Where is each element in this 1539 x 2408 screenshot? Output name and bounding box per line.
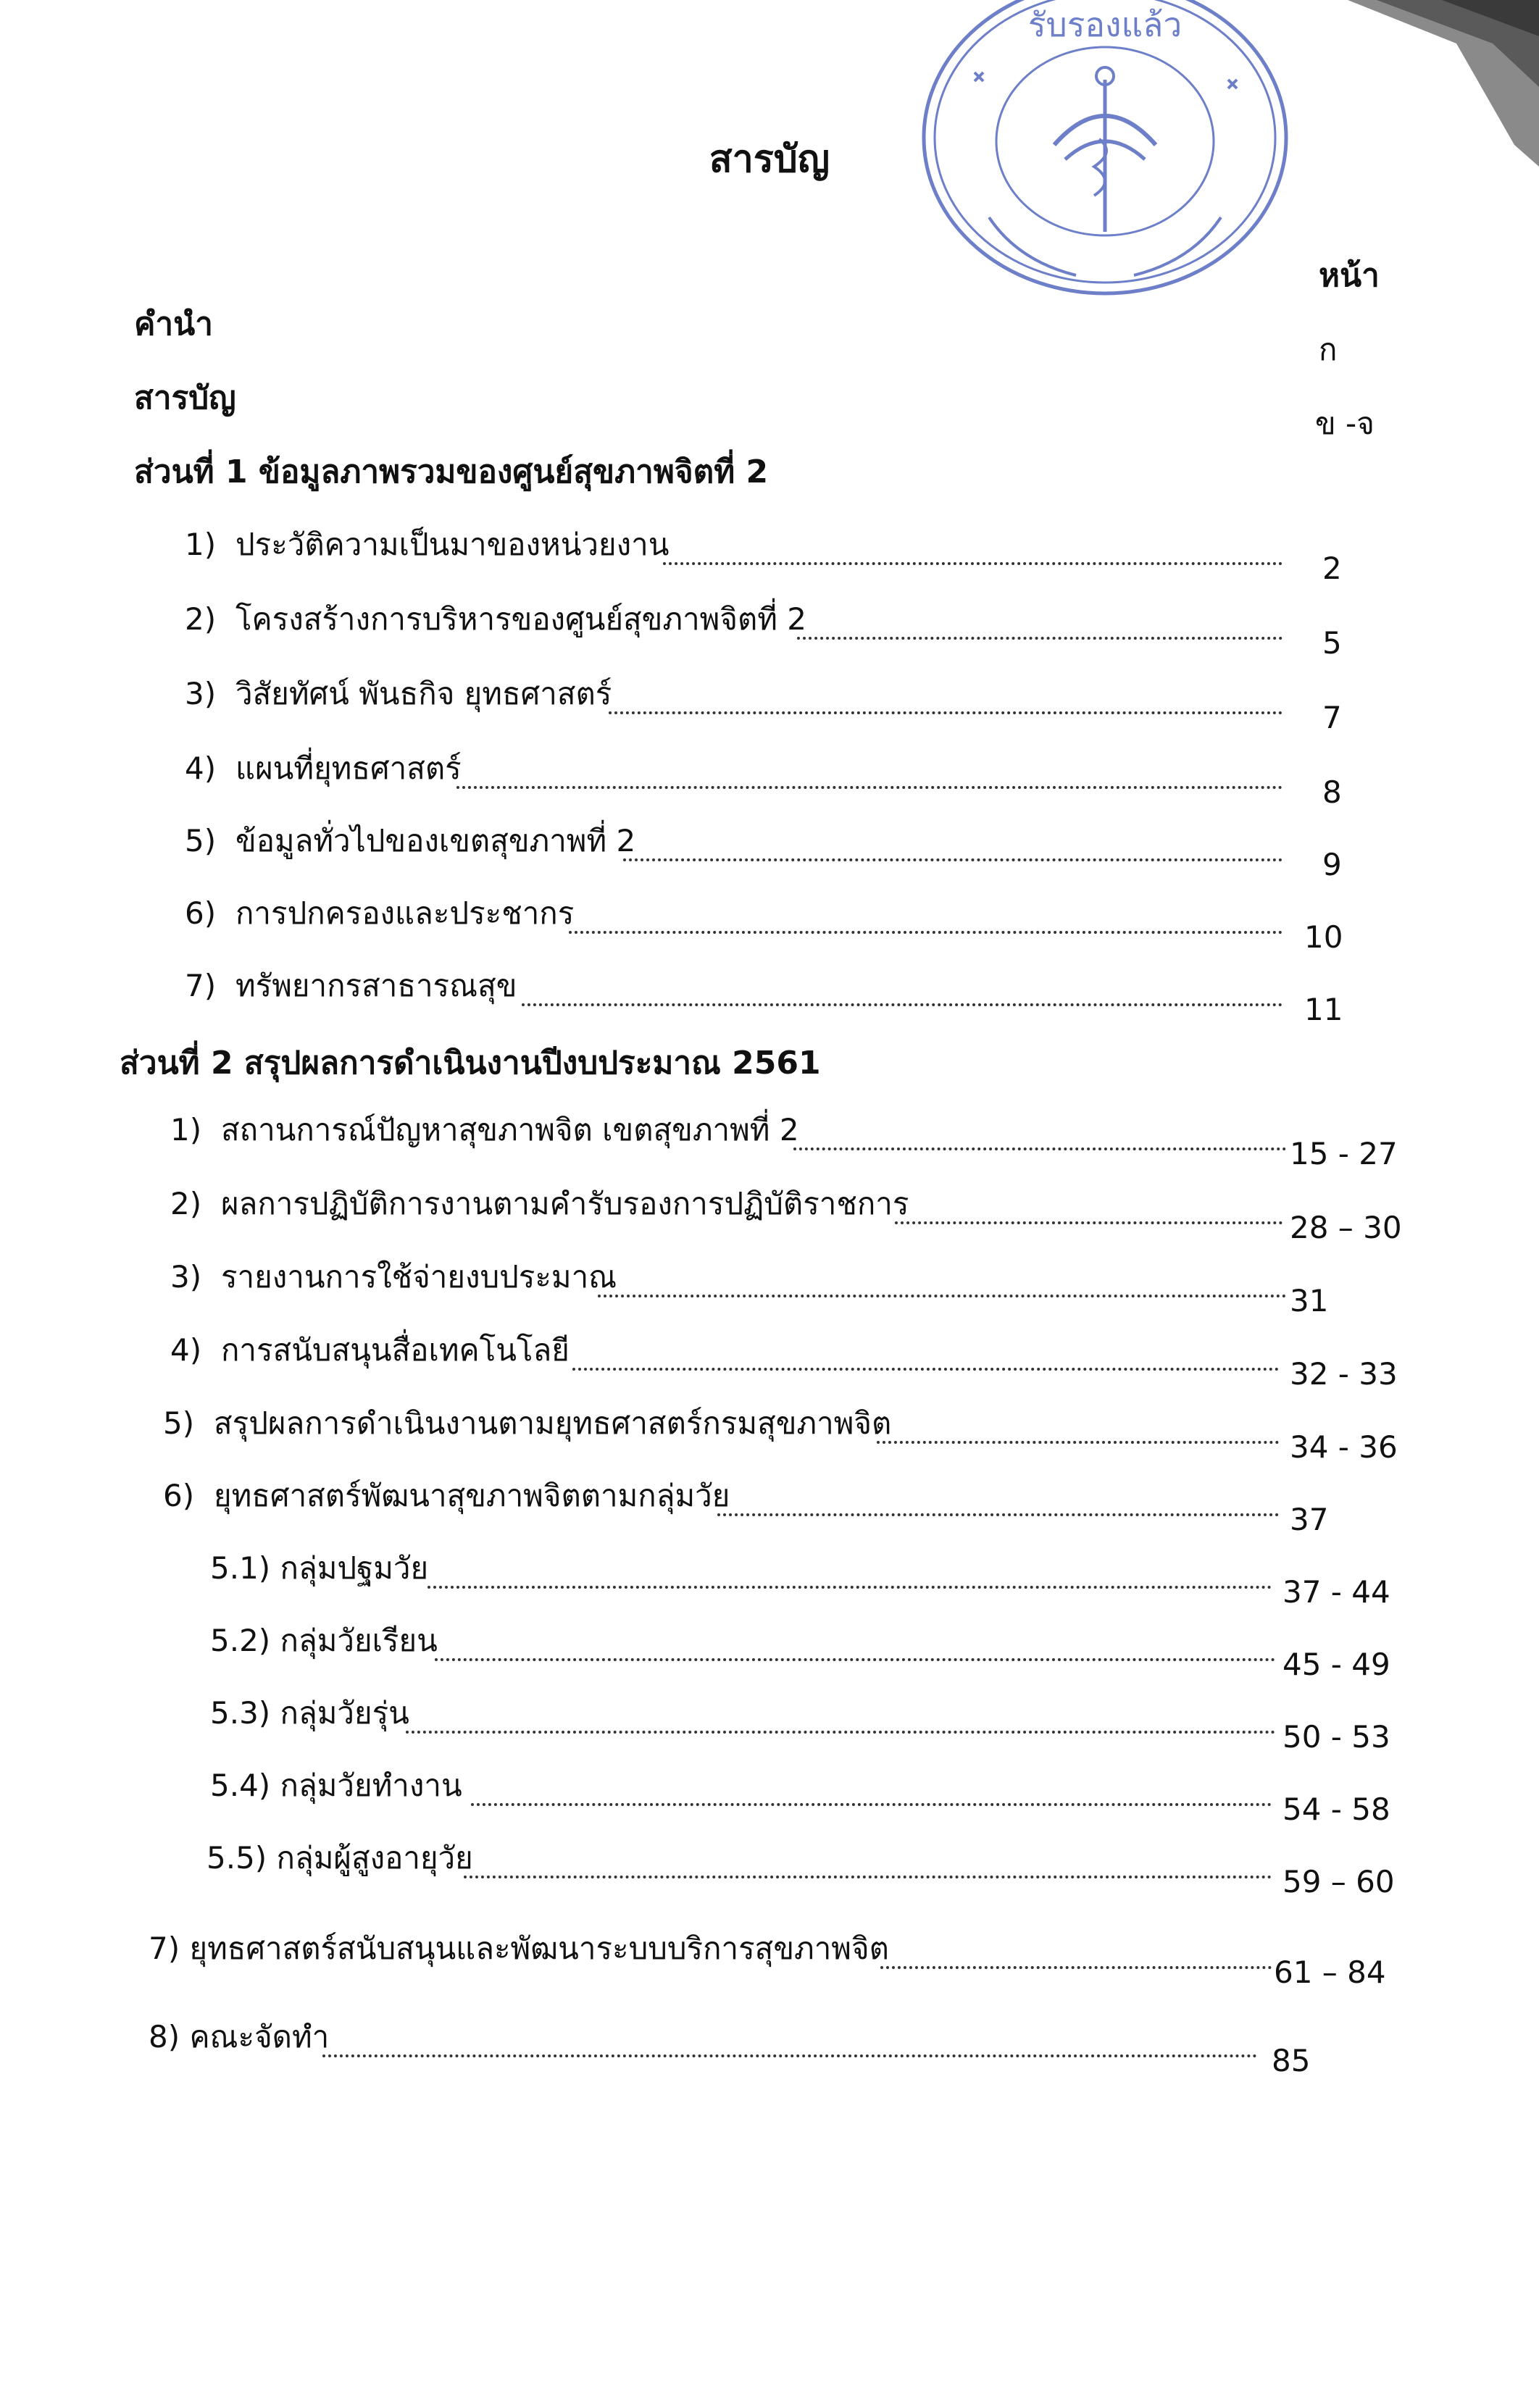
toc-foreword-page: ก (1319, 332, 1338, 367)
age-group-early-childhood-page: 37 - 44 (1282, 1574, 1390, 1610)
toc-contents: สารบัญ (134, 380, 236, 417)
part2-item-3-label: รายงานการใช้จ่ายงบประมาณ (221, 1259, 617, 1295)
dot-leader (880, 1965, 1272, 1969)
age-group-early-childhood: 5.1) กลุ่มปฐมวัย (210, 1550, 429, 1586)
age-group-elderly: 5.5) กลุ่มผู้สูงอายุวัย (207, 1840, 473, 1876)
dot-leader (471, 1802, 1272, 1806)
age-group-working-age: 5.4) กลุ่มวัยทำงาน (210, 1768, 462, 1803)
part2-item-2-page: 28 – 30 (1290, 1210, 1402, 1245)
dot-leader (522, 1002, 1282, 1006)
part1-item-4-label: แผนที่ยุทธศาสตร์ (235, 751, 462, 786)
dot-leader (569, 929, 1282, 934)
part2-item-3-page: 31 (1290, 1283, 1329, 1318)
part2-item-5-label: สรุปผลการดำเนินงานตามยุทธศาสตร์กรมสุขภาพจิต (214, 1405, 892, 1441)
part1-item-5-num: 5) (185, 823, 217, 858)
part2-item-6-page: 37 (1290, 1502, 1329, 1537)
dot-leader (322, 2053, 1257, 2057)
age-group-school-age-page: 45 - 49 (1282, 1647, 1390, 1682)
dot-leader (572, 1366, 1279, 1371)
part1-item-7-page: 11 (1304, 992, 1343, 1027)
part1-item-5-page: 9 (1322, 847, 1342, 882)
part1-item-2-page: 5 (1322, 625, 1342, 661)
part2-item-8-page: 85 (1272, 2043, 1311, 2078)
part2-item-3-num: 3) (170, 1259, 202, 1295)
part1-item-7-label: ทรัพยากรสาธารณสุข (235, 968, 517, 1003)
dot-leader (598, 1293, 1286, 1297)
part1-item-3-num: 3) (185, 676, 217, 711)
age-group-teenager: 5.3) กลุ่มวัยรุ่น (210, 1695, 409, 1731)
age-group-working-age-page: 54 - 58 (1282, 1792, 1390, 1827)
part1-item-6-num: 6) (185, 895, 217, 931)
dot-leader (435, 1657, 1275, 1661)
dot-leader (663, 561, 1282, 565)
part1-item-3-page: 7 (1322, 700, 1342, 735)
part1-item-5-label: ข้อมูลทั่วไปของเขตสุขภาพที่ 2 (235, 823, 636, 858)
part1-item-4-num: 4) (185, 751, 217, 786)
part2-item-1-num: 1) (170, 1112, 202, 1147)
dot-leader (464, 1874, 1272, 1878)
part2-item-2-label: ผลการปฏิบัติการงานตามคำรับรองการปฏิบัติราชการ (221, 1186, 909, 1221)
part1-item-1-num: 1) (185, 527, 217, 562)
part2-item-5-num: 5) (163, 1405, 195, 1441)
part2-item-4-num: 4) (170, 1332, 202, 1368)
age-group-school-age: 5.2) กลุ่มวัยเรียน (210, 1623, 438, 1658)
dot-leader (623, 857, 1282, 861)
part1-item-1-label: ประวัติความเป็นมาของหน่วยงาน (235, 527, 670, 562)
age-group-teenager-page: 50 - 53 (1282, 1719, 1390, 1755)
age-group-elderly-page: 59 – 60 (1282, 1864, 1395, 1899)
part2-item-7-page: 61 – 84 (1274, 1955, 1386, 1990)
part2-item-5-page: 34 - 36 (1290, 1429, 1398, 1465)
part1-item-2-num: 2) (185, 601, 217, 637)
part2-item-2-num: 2) (170, 1186, 202, 1221)
dot-leader (609, 710, 1282, 714)
toc-contents-page: ข -จ (1315, 406, 1375, 441)
dot-leader (793, 1146, 1286, 1150)
dot-leader (456, 785, 1282, 789)
part2-item-6-label: ยุทธศาสตร์พัฒนาสุขภาพจิตตามกลุ่มวัย (214, 1478, 730, 1513)
part2-item-8-label: 8) คณะจัดทำ (149, 2019, 330, 2054)
part2-heading: ส่วนที่ 2 สรุปผลการดำเนินงานปีงบประมาณ 2561 (120, 1045, 821, 1082)
part1-item-6-label: การปกครองและประชากร (235, 895, 575, 931)
part1-item-3-label: วิสัยทัศน์ พันธกิจ ยุทธศาสตร์ (235, 676, 612, 711)
toc-foreword: คำนำ (134, 306, 213, 343)
part2-item-4-label: การสนับสนุนสื่อเทคโนโลยี (221, 1332, 570, 1368)
part2-item-4-page: 32 - 33 (1290, 1356, 1398, 1392)
part1-item-6-page: 10 (1304, 919, 1343, 955)
part1-heading: ส่วนที่ 1 ข้อมูลภาพรวมของศูนย์สุขภาพจิตที่ 2 (134, 453, 769, 490)
part1-item-2-label: โครงสร้างการบริหารของศูนย์สุขภาพจิตที่ 2 (235, 601, 806, 637)
part1-item-7-num: 7) (185, 968, 217, 1003)
part2-item-1-label: สถานการณ์ปัญหาสุขภาพจิต เขตสุขภาพที่ 2 (221, 1112, 799, 1147)
part1-item-4-page: 8 (1322, 774, 1342, 810)
dot-leader (895, 1220, 1282, 1224)
page-title: สารบัญ (709, 138, 830, 181)
dot-leader (877, 1439, 1279, 1444)
part2-item-1-page: 15 - 27 (1290, 1136, 1398, 1171)
part2-item-6-num: 6) (163, 1478, 195, 1513)
page-column-header: หน้า (1319, 257, 1380, 294)
part2-item-7-label: 7) ยุทธศาสตร์สนับสนุนและพัฒนาระบบบริการสุขภาพจิต (149, 1931, 889, 1966)
stamp-text: รับรองแล้ว (1027, 5, 1183, 44)
dot-leader (406, 1729, 1275, 1734)
dot-leader (428, 1584, 1272, 1589)
dot-leader (717, 1512, 1279, 1516)
part1-item-1-page: 2 (1322, 551, 1342, 586)
dot-leader (797, 635, 1282, 640)
